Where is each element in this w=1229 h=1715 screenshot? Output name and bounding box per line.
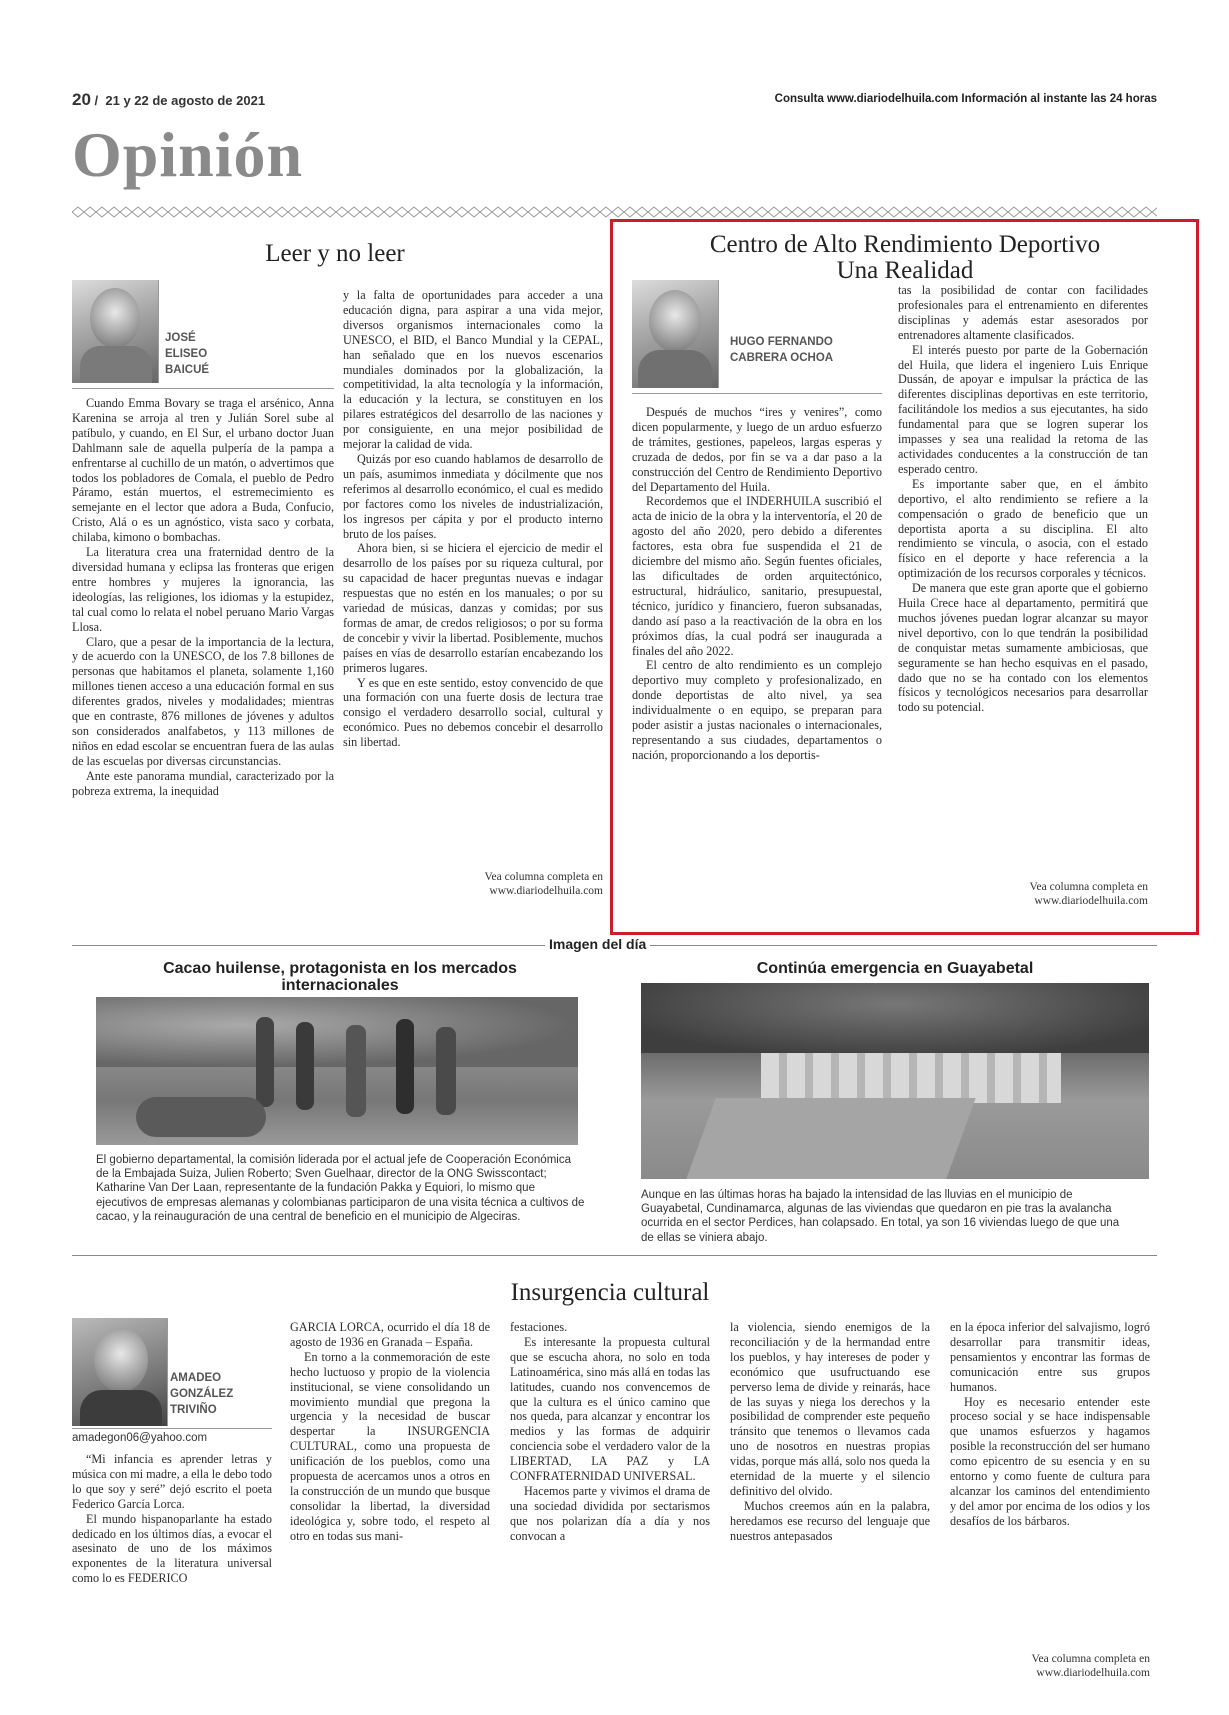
- article-column-2: GARCIA LORCA, ocurrido el día 18 de agosto de 1936 en Granada – España. En torno a la conmemoración de este hecho luctuoso y propio de la violencia institucional, se viene consolidando un movimiento mundial que pregona la urgencia y la necesidad de buscar despertar la INSURGENCIA CULTURAL, como una propuesta de unificación de los pueblos, como una propuesta de acercamos unos a otros en la construcción de un mundo que busque consolidar la libertad, la diversidad ideológica y, sobre todo, el respeto al otro en todas sus mani-: [290, 1320, 490, 1543]
- read-more-link[interactable]: Vea columna completa en www.diariodelhuila.com: [1029, 881, 1148, 907]
- article-title: Insurgencia cultural: [510, 1279, 710, 1306]
- cacao-photo: [96, 997, 578, 1145]
- page-number: 20: [72, 90, 91, 109]
- article-title: Leer y no leer: [265, 240, 405, 267]
- landslide-photo: [641, 983, 1149, 1179]
- read-more-link[interactable]: Vea columna completa en www.diariodelhuila.com: [1031, 1653, 1150, 1679]
- photo-caption: El gobierno departamental, la comisión liderada por el actual jefe de Cooperación Económica de la Embajada Suiza, Julien Roberto; Sven Guelhaar, director de la ONG Swisscontact; Katharine Van Der Laan, representante de la fundación Pakka y Equiori, lo mismo que ejecutivos de empresas alemanas y colombianas participaron de una visita técnica a cultivos de cacao, y la reinauguración de una central de beneficio en el municipio de Algeciras.: [96, 1154, 585, 1223]
- article-column-4: la violencia, siendo enemigos de la reconciliación y de la hermandad entre los pueblos, y hay intereses de poder y económico que usufructuando ese perverso lema de divide y reinarás, hace de las suyas y niega los derechos y la posibilidad de comprender este pequeño tránsito que tenemos o llevamos cada uno de nosotros en nuestras propias vidas, porque más allá, solo nos queda la eternidad de la muerte y el silencio definitivo del olvido. Muchos creemos aún en la palabra, heredamos ese recurso del lenguaje que nuestros antepasados: [730, 1320, 930, 1543]
- article-title: Centro de Alto Rendimiento Deportivo Una Realidad: [709, 231, 1101, 285]
- section-title: Opinión: [72, 119, 304, 190]
- image-of-day-label: Imagen del día: [545, 936, 650, 952]
- article-column-1: Cuando Emma Bovary se traga el arsénico, Anna Karenina se arroja al tren y Julián Sorel sube al patíbulo, y cuando, en El Sur, el urbano doctor Juan Dahlmann sale de aquella pulpería de la pampa a enfrentarse al cuchillo de un matón, o advertimos que todos los pobladores de Comala, el pueblo de Pedro Páramo, están muertos, el estremecimiento es semejante en el lector que adora a Buda, Confucio, Cristo, Alá o es un agnóstico, vista saco y corbata, chilaba, kimono o bombachas. La literatura crea una fraternidad dentro de la diversidad humana y eclipsa las fronteras que erigen entre hombres y mujeres la ignorancia, las ideologías, las religiones, los idiomas y la estupidez, tal cual como lo relata el nobel peruano Mario Vargas Llosa. Claro, que a pesar de la importancia de la lectura, y de acuerdo con la UNESCO, de los 7.8 billones de personas que habitamos el planeta, solamente 1,160 millones tienen acceso a una educación formal en sus diferentes grados, niveles y modalidades; mientras que en contraste, 876 millones de jóvenes y adultos son considerados analfabetos, y 113 millones de niños en edad escolar se encuentran fuera de las aulas de las escuelas por diversas circunstancias. Ante este panorama mundial, caracterizado por la pobreza extrema, la inequidad: [72, 396, 334, 798]
- author-name: HUGO FERNANDO CABRERA OCHOA: [730, 336, 834, 364]
- author-photo: [72, 1318, 168, 1426]
- article-column-1: “Mi infancia es aprender letras y música con mi madre, a ella le debo todo lo que soy y seré” dejó escrito el poeta Federico García Lorca. El mundo hispanoparlante ha estado dedicado en los últimos días, a evocar el asesinato de uno de los máximos exponentes de la literatura universal como lo es FEDERICO: [72, 1452, 273, 1586]
- photo-title: Continúa emergencia en Guayabetal: [756, 960, 1034, 977]
- photo-caption: Aunque en las últimas horas ha bajado la intensidad de las lluvias en el municipio de Guayabetal, Cundinamarca, algunas de las viviendas que quedaron en pie tras la avalancha ocurrida en el sector Perdices, han colapsado. En total, ya son 16 viviendas luego de que una de ellas se viniera abajo.: [641, 1189, 1120, 1244]
- header-tagline: Consulta www.diariodelhuila.com Información al instante las 24 horas: [774, 93, 1157, 105]
- author-photo: [72, 280, 159, 383]
- author-rule: [72, 1428, 272, 1429]
- article-column-2: y la falta de oportunidades para acceder a una educación digna, para aspirar a una vida mejor, diversos organismos internacionales como la UNESCO, el BID, el Banco Mundial y la CEPAL, han señalado que en los nuevos escenarios mundiales dominados por la globalización, la competitividad, la alta tecnología y la información, la educación y la lectura, se constituyen en los pilares estratégicos del desarrollo de las naciones y por consiguiente, en una mejor posibilidad de mejorar la calidad de vida. Quizás por eso cuando hablamos de desarrollo de un país, asumimos inmediata y dócilmente que nos referimos al desarrollo económico, el cual es medido por factores como los niveles de industrialización, los ingresos per cápita y por el producto interno bruto de los países. Ahora bien, si se hiciera el ejercicio de medir el desarrollo de los países por su riqueza cultural, por su capacidad de hacer preguntas nuevas e indagar respuestas que no estén en los manuales; o por su variedad de músicas, danzas y comidas; por sus formas de amar, de credos religiosos; o por su forma de concebir y vivir la libertad. Posiblemente, muchos países en vías de desarrollo estarían encabezando los primeros lugares. Y es que en este sentido, estoy convencido de que una formación con una fuerte dosis de lectura trae consigo el verdadero desarrollo social, cultural y económico. Pues no debemos concebir el desarrollo sin libertad.: [343, 288, 603, 750]
- author-rule: [632, 393, 882, 394]
- author-photo: [632, 280, 719, 388]
- divider: [72, 1255, 1157, 1256]
- page-header-left: 20 / 21 y 22 de agosto de 2021: [72, 90, 266, 109]
- article-column-3: festaciones. Es interesante la propuesta cultural que se escucha ahora, no solo en toda Latinoamérica, sino más allá en todas las latitudes, cuando nos convencemos de que la cultura es el único camino que nos queda, para alcanzar y encontrar los medios y las formas de adquirir conciencia sobe el verdadero valor de la LIBERTAD, LA PAZ y LA CONFRATERNIDAD UNIVERSAL. Hacemos parte y vivimos el drama de una sociedad dividida por sectarismos que nos polarizan día a día y nos convocan a: [510, 1320, 711, 1543]
- photo-title: Cacao huilense, protagonista en los mercados internacionales: [163, 960, 517, 994]
- article-column-1: Después de muchos “ires y venires”, como dicen popularmente, y luego de un arduo esfuerzo de trámites, gestiones, papeleos, largas esperas y cruzada de dedos, por fin se va a dar paso a la construcción del Centro de Rendimiento Deportivo del Departamento del Huila. Recordemos que el INDERHUILA suscribió el acta de inicio de la obra y la interventoría, el 20 de agosto del año 2020, pero debido a diferentes factores, esta obra fue suspendida el 21 de diciembre del mismo año. Según fuentes oficiales, las dificultades de orden arquitectónico, estructural, hidráulico, sanitario, presupuestal, técnico, jurídico y financiero, fueron subsanadas, dando así paso a la reactivación de la obra en los próximos días, la cual podrá ser inaugurada a finales del año 2022. El centro de alto rendimiento es un complejo deportivo muy completo y profesionalizado, en donde deportistas de alto nivel, ya sea individualmente o en equipo, se preparan para poder asistir a justas nacionales o internacionales, representando a sus ciudades, departamentos o nación, proporcionando a los deportis-: [632, 405, 882, 762]
- author-email[interactable]: amadegon06@yahoo.com: [72, 1432, 208, 1444]
- author-name: AMADEO GONZÁLEZ TRIVIÑO: [170, 1372, 234, 1416]
- read-more-link[interactable]: Vea columna completa en www.diariodelhuila.com: [484, 871, 603, 897]
- article-column-5: en la época inferior del salvajismo, logró desarrollar para transmitir ideas, pensamientos y encontrar las formas de comunicación entre sus grupos humanos. Hoy es necesario entender este proceso social y se hace indispensable que unamos esfuerzos y hagamos posible la reconstrucción del ser humano como epicentro de su esencia y en su entorno y como fuente de cultura para alcanzar los caminos del entendimiento y del amor por encima de los odios y los desafíos de los bárbaros.: [950, 1320, 1150, 1528]
- author-rule: [72, 388, 334, 389]
- author-name: JOSÉ ELISEO BAICUÉ: [165, 332, 210, 376]
- decorative-divider: [72, 206, 1157, 218]
- article-column-2: tas la posibilidad de contar con facilidades profesionales para el entrenamiento en diferentes disciplinas y además estar asesorados por entrenadores altamente clasificados. El interés puesto por parte de la Gobernación del Huila, que lidera el ingeniero Luis Enrique Dussán, de apoyar e impulsar la práctica de las diferentes disciplinas deportivas en este territorio, facilitándole los medios a sus ejecutantes, ha sido fundamental para que se logren superar los impasses y sea una realidad la retoma de las actividades conducentes a la construcción de tan esperado centro. Es importante saber que, en el ámbito deportivo, el alto rendimiento se refiere a la compensación o grado de beneficio que un deportista aporta a su disciplina. El alto rendimiento se vincula, o asocia, con el estado físico en el deporte y hace referencia a la optimización de los recursos corporales y técnicos. De manera que este gran aporte que el gobierno Huila Crece hace al departamento, permitirá que muchos jóvenes puedan lograr alcanzar su mayor nivel deportivo, con lo que tendrán la posibilidad de conquistar metas sumamente ambiciosas, que seguramente se han hecho esquivas en el pasado, dado que no se ha contado con los elementos físicos y tecnológicos necesarios para desarrollar todo su potencial.: [898, 283, 1148, 715]
- issue-date: 21 y 22 de agosto de 2021: [105, 93, 266, 108]
